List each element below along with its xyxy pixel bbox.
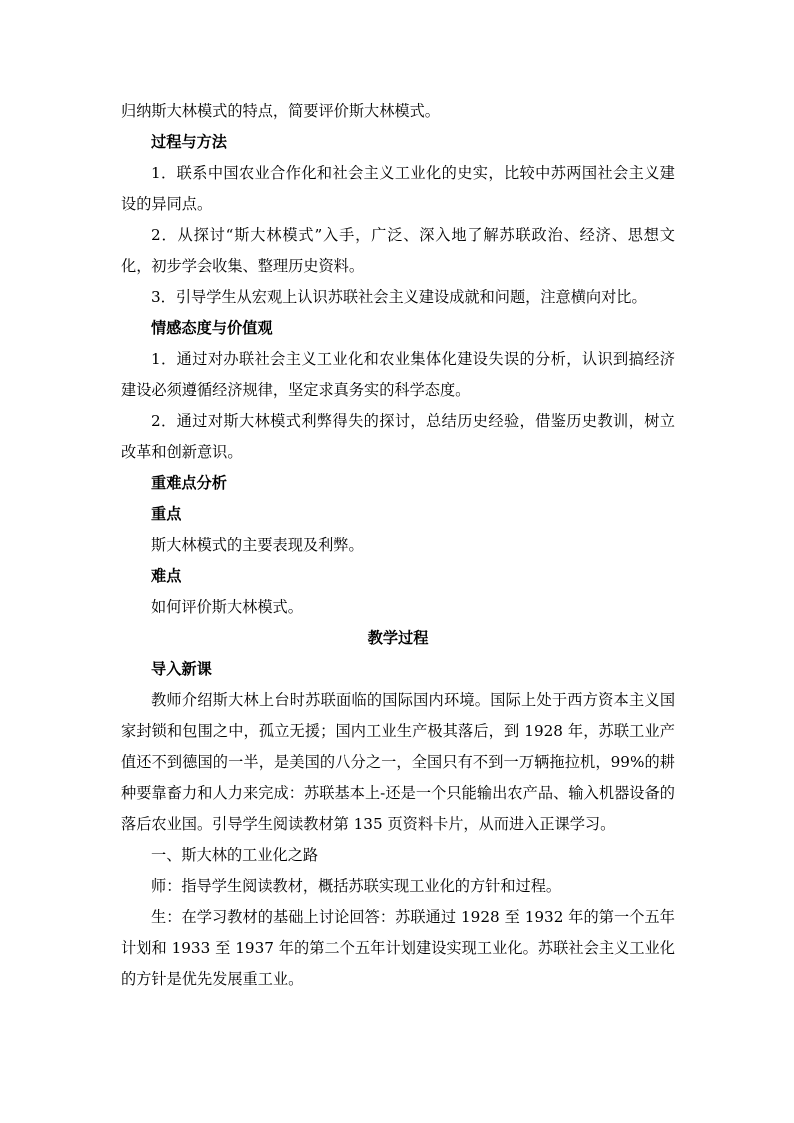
paragraph: 教师介绍斯大林上台时苏联面临的国际国内环境。国际上处于西方资本主义国家封锁和包围之中，孤立无援；国内工业生产极其落后，到 1928 年，苏联工业产值还不到德国的一半，是美国的八分之一，全国只有不到一万辆拖拉机，99%的耕种要靠畜力和人力来完成：苏联基本上-还是一个只能输出农产品、输入机器设备的落后农业国。引导学生阅读教材第 135 页资料卡片，从而进入正课学习。 — [121, 691, 675, 833]
paragraph: 归纳斯大林模式的特点，简要评价斯大林模式。 — [121, 102, 440, 120]
paragraph: 1．通过对办联社会主义工业化和农业集体化建设失误的分析，认识到搞经济建设必须遵循经济规律，坚定求真务实的科学态度。 — [121, 350, 675, 399]
document-body — [121, 96, 675, 995]
subsection-heading: 重点 — [151, 505, 182, 523]
paragraph: 师：指导学生阅读教材，概括苏联实现工业化的方针和过程。 — [151, 877, 562, 895]
paragraph: 1．联系中国农业合作化和社会主义工业化的史实，比较中苏两国社会主义建设的异同点。 — [121, 164, 675, 213]
center-title: 教学过程 — [367, 629, 429, 647]
section-heading: 情感态度与价值观 — [151, 319, 273, 337]
paragraph: 2．从探讨“斯大林模式”入手，广泛、深入地了解苏联政治、经济、思想文化，初步学会收集、整理历史资料。 — [121, 226, 675, 275]
paragraph: 一、斯大林的工业化之路 — [151, 846, 319, 864]
paragraph: 斯大林模式的主要表现及利弊。 — [151, 536, 364, 554]
section-heading: 导入新课 — [151, 660, 212, 678]
section-heading: 重难点分析 — [151, 474, 227, 492]
paragraph: 如何评价斯大林模式。 — [151, 598, 303, 616]
paragraph: 3．引导学生从宏观上认识苏联社会主义建设成就和问题，注意横向对比。 — [151, 288, 647, 306]
section-heading: 过程与方法 — [151, 133, 227, 151]
subsection-heading: 难点 — [151, 567, 182, 585]
paragraph: 2．通过对斯大林模式利弊得失的探讨，总结历史经验，借鉴历史教训，树立改革和创新意识。 — [121, 412, 675, 461]
paragraph: 生：在学习教材的基础上讨论回答：苏联通过 1928 至 1932 年的第一个五年计划和 1933 至 1937 年的第二个五年计划建设实现工业化。苏联社会主义工业化的方针是优先发展重工业。 — [121, 908, 675, 988]
